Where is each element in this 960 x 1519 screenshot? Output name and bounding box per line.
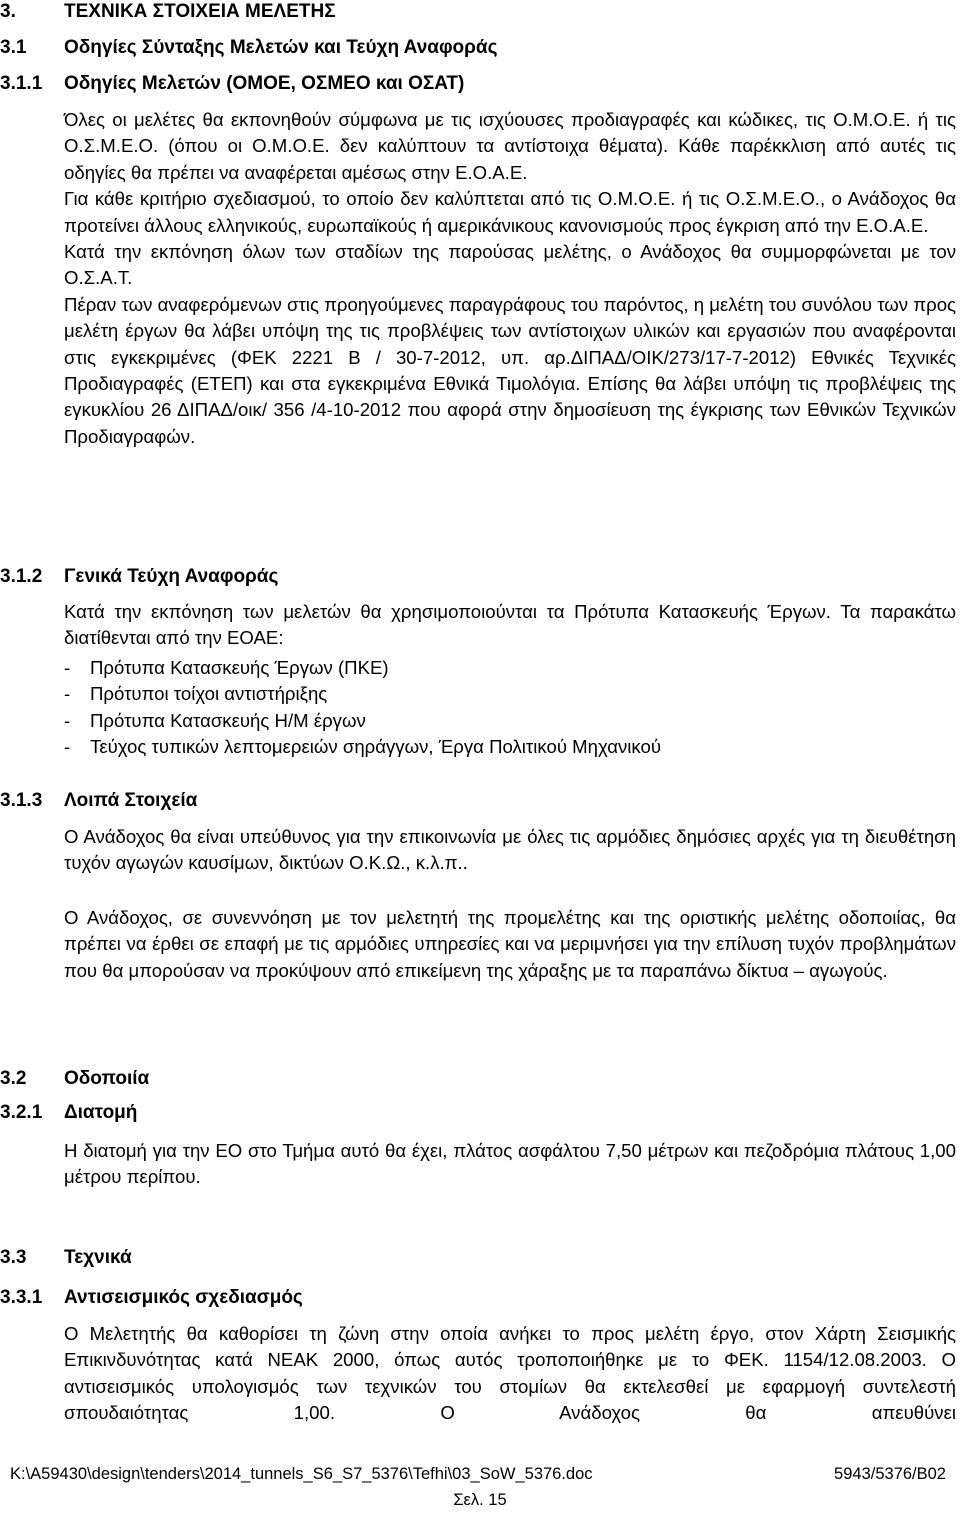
section-3-2-1-body: [64, 1138, 956, 1191]
footer-file-path: K:\A59430\design\tenders\2014_tunnels_S6_S7_5376\Tefhi\03_SoW_5376.doc: [10, 1465, 593, 1483]
paragraph: Ο Μελετητής θα καθορίσει τη ζώνη στην οποία ανήκει το προς μελέτη έργο, στον Χάρτη Σεισμικής Επικινδυνότητας κατά ΝΕΑΚ 2000, όπως αυτός τροποποιήθηκε με το ΦΕΚ. 1154/12.08.2003. Ο αντισεισμικός υπολογισμός των τεχνικών του στομίων θα εκτελεσθεί με εφαρμογή συντελεστή σπουδαιότητας 1,00. Ο Ανάδοχος θα απευθύνει: [64, 1323, 956, 1424]
paragraph: Όλες οι μελέτες θα εκπονηθούν σύμφωνα με τις ισχύουσες προδιαγραφές και κώδικες, τις Ο.Μ.Ο.Ε. ή τις Ο.Σ.Μ.Ε.Ο. (όπου οι Ο.Μ.Ο.Ε. δεν καλύπτουν τα αντίστοιχα θέματα). Κάθε παρέκκλιση από αυτές τις οδηγίες θα πρέπει να αναφέρεται αμέσως στην Ε.Ο.Α.Ε.: [64, 109, 956, 183]
footer-page-number: Σελ. 15: [453, 1491, 507, 1509]
heading-title: Γενικά Τεύχη Αναφοράς: [64, 566, 279, 587]
section-3-1-1-body: [64, 107, 956, 450]
list-item: [64, 681, 944, 707]
paragraph: Ο Ανάδοχος, σε συνεννόηση με τον μελετητή της προμελέτης και της οριστικής μελέτης οδοποιίας, θα πρέπει να έρθει σε επαφή με τις αρμόδιες υπηρεσίες και να μεριμνήσει για την επίλυση τυχόν προβλημάτων που θα μπορούσαν να προκύψουν από επικείμενη της χάραξης με τα παραπάνω δίκτυα – αγωγούς.: [64, 907, 956, 981]
heading-title: ΤΕΧΝΙΚΑ ΣΤΟΙΧΕΙΑ ΜΕΛΕΤΗΣ: [64, 1, 336, 22]
heading-number: 3.1: [0, 37, 27, 58]
section-3-3-1-body: [64, 1321, 956, 1427]
paragraph: Κατά την εκπόνηση όλων των σταδίων της παρούσας μελέτης, ο Ανάδοχος θα συμμορφώνεται με τον Ο.Σ.Α.Τ.: [64, 241, 956, 289]
heading-number: 3.3: [0, 1247, 27, 1268]
heading-title: Οδηγίες Σύνταξης Μελετών και Τεύχη Αναφοράς: [64, 37, 498, 58]
section-3-1-2-intro: [64, 599, 956, 652]
list-item-text: Τεύχος τυπικών λεπτομερειών σηράγγων, Έργα Πολιτικού Μηχανικού: [90, 736, 662, 758]
heading-title: Αντισεισμικός σχεδιασμός: [64, 1287, 303, 1308]
heading-number: 3.1.1: [0, 73, 43, 94]
section-3-1-3-paragraph-2: [64, 905, 956, 984]
list-bullet: -: [64, 736, 71, 758]
heading-title: Τεχνικά: [64, 1247, 132, 1268]
section-3-1-3-paragraph-1: [64, 824, 956, 877]
paragraph: Για κάθε κριτήριο σχεδιασμού, το οποίο δεν καλύπτεται από τις Ο.Μ.Ο.Ε. ή τις Ο.Σ.Μ.Ε.Ο., ο Ανάδοχος θα προτείνει άλλους ελληνικούς, ευρωπαϊκούς ή αμερικάνικους κανονισμούς προς έγκριση από την Ε.Ο.Α.Ε.: [64, 188, 956, 236]
list-item: [64, 708, 944, 734]
heading-title: Οδοποιία: [64, 1068, 150, 1089]
heading-number: 3.3.1: [0, 1287, 43, 1308]
list-item-text: Πρότυπα Κατασκευής Η/Μ έργων: [90, 709, 366, 731]
heading-number: 3.2.1: [0, 1102, 43, 1123]
reference-list: [64, 655, 944, 761]
heading-number: 3.1.3: [0, 790, 43, 811]
heading-title: Οδηγίες Μελετών (ΟΜΟΕ, ΟΣΜΕΟ και ΟΣΑΤ): [64, 73, 465, 94]
paragraph: Ο Ανάδοχος θα είναι υπεύθυνος για την επικοινωνία με όλες τις αρμόδιες δημόσιες αρχές για τη διευθέτηση τυχόν αγωγών καυσίμων, δικτύων Ο.Κ.Ω., κ.λ.π..: [64, 826, 956, 874]
heading-number: 3.1.2: [0, 566, 43, 587]
heading-number: 3.: [0, 1, 16, 22]
list-bullet: -: [64, 683, 71, 705]
heading-title: Λοιπά Στοιχεία: [64, 790, 198, 811]
list-item-text: Πρότυποι τοίχοι αντιστήριξης: [90, 683, 328, 705]
paragraph: Κατά την εκπόνηση των μελετών θα χρησιμοποιούνται τα Πρότυπα Κατασκευής Έργων. Τα παρακάτω διατίθενται από την ΕΟΑΕ:: [64, 601, 956, 649]
footer-document-code: 5943/5376/B02: [834, 1465, 946, 1483]
heading-title: Διατομή: [64, 1102, 138, 1123]
list-bullet: -: [64, 709, 71, 731]
list-item: [64, 734, 944, 760]
paragraph: Η διατομή για την ΕΟ στο Τμήμα αυτό θα έχει, πλάτος ασφάλτου 7,50 μέτρων και πεζοδρόμια πλάτους 1,00 μέτρου περίπου.: [64, 1140, 956, 1188]
paragraph: Πέραν των αναφερόμενων στις προηγούμενες παραγράφους του παρόντος, η μελέτη του συνόλου των προς μελέτη έργων θα λάβει υπόψη της τις προβλέψεις των αντίστοιχων υλικών και εργασιών που αναφέρονται στις εγκεκριμένες (ΦΕΚ 2221 Β / 30-7-2012, υπ. αρ.ΔΙΠΑΔ/ΟΙΚ/273/17-7-2012) Εθνικές Τεχνικές Προδιαγραφές (ΕΤΕΠ) και στα εγκεκριμένα Εθνικά Τιμολόγια. Επίσης θα λάβει υπόψη τις προβλέψεις της εγκυκλίου 26 ΔΙΠΑΔ/οικ/ 356 /4-10-2012 που αφορά στην δημοσίευση της έγκρισης των Εθνικών Τεχνικών Προδιαγραφών.: [64, 293, 956, 447]
heading-number: 3.2: [0, 1068, 27, 1089]
list-bullet: -: [64, 657, 71, 678]
list-item-text: Πρότυπα Κατασκευής Έργων (ΠΚΕ): [90, 657, 389, 678]
list-item: [64, 655, 944, 681]
